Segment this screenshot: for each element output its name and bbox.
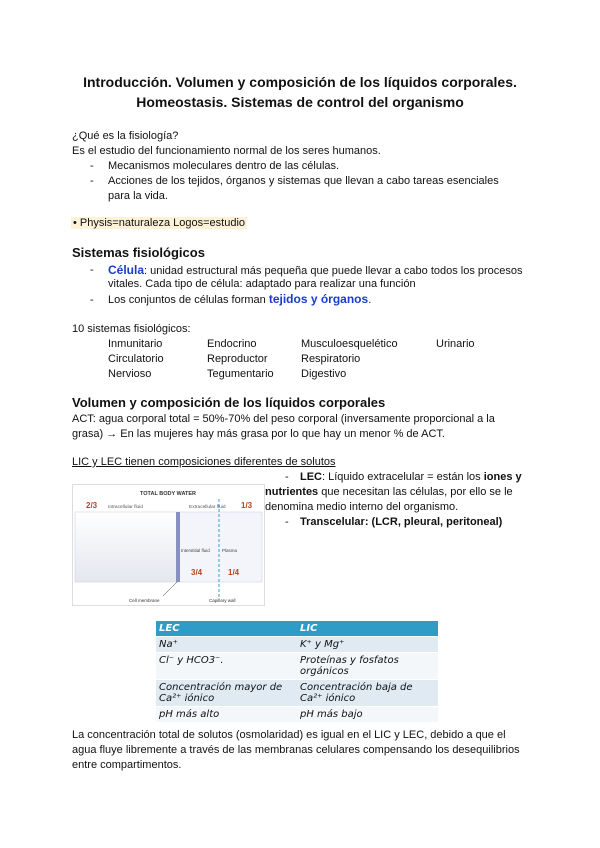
trans-def: : (LCR, pleural, peritoneal) [364, 516, 503, 528]
intro-bullet: Mecanismos moleculares dentro de las células. [108, 160, 340, 172]
section-heading-sistemas: Sistemas fisiológicos [72, 245, 205, 260]
intro-answer: Es el estudio del funcionamiento normal de los seres humanos. [72, 145, 381, 157]
ecf-label: Extracellular fluid [189, 505, 226, 510]
tissues-line [108, 292, 371, 306]
system-item: Inmunitario [108, 338, 163, 350]
interstitial-label: Interstitial fluid [181, 548, 210, 553]
cell-definition-continuation: vitales. Cada tipo de célula: adaptado para realizar una función [108, 278, 416, 290]
table-row [156, 653, 438, 680]
table-row [156, 680, 438, 707]
trans-term: Transcelular [300, 516, 365, 528]
lec-bold2: nutrientes [265, 486, 319, 498]
table-cell: Na⁺ [156, 637, 297, 653]
table-row [156, 707, 438, 723]
ecf-fraction: 1/3 [241, 501, 253, 510]
interstitial-fraction: 3/4 [191, 568, 203, 577]
bullet-dash: - [285, 516, 289, 528]
intro-bullet: Acciones de los tejidos, órganos y sistemas que llevan a cabo tareas esenciales [108, 175, 499, 187]
system-item: Nervioso [108, 368, 152, 380]
section-heading-volumen: Volumen y composición de los líquidos corporales [72, 395, 386, 410]
table-header-lic: LIC [297, 621, 438, 637]
table-cell: pH más bajo [297, 707, 438, 723]
table-cell: Cl⁻ y HCO3⁻. [156, 653, 297, 680]
etymology-note: • Physis=naturaleza Logos=estudio [73, 217, 246, 229]
lic-lec-heading: LIC y LEC tienen composiciones diferentes de solutos [72, 456, 336, 468]
cell-def-text: : unidad estructural más pequeña que puede llevar a cabo todos los procesos [144, 265, 523, 277]
system-item: Tegumentario [207, 368, 274, 380]
plasma-fraction: 1/4 [228, 568, 240, 577]
intro-bullet-continuation: para la vida. [108, 190, 168, 202]
systems-count-label: 10 sistemas fisiológicos: [72, 323, 191, 335]
lec-def1: : Líquido extracelular = están los [322, 471, 484, 483]
table-cell: pH más alto [156, 707, 297, 723]
bullet-dash: - [285, 471, 289, 483]
bullet-dash: - [90, 294, 94, 306]
tissues-post: . [368, 294, 372, 306]
cell-term: Célula [108, 263, 145, 277]
figure-title: TOTAL BODY WATER [139, 491, 197, 497]
page-title-line-1: Introducción. Volumen y composición de los líquidos corporales. [83, 74, 517, 90]
system-item: Respiratorio [301, 353, 361, 365]
table-row [156, 637, 438, 653]
system-item: Reproductor [207, 353, 268, 365]
cell-membrane-pointer [163, 582, 177, 596]
tissues-term: tejidos y órganos [268, 292, 369, 306]
capillary-wall-label: Capillary wall [209, 598, 236, 603]
intro-question: ¿Qué es la fisiología? [72, 130, 179, 142]
conclusion-line-1: La concentración total de solutos (osmolaridad) es igual en el LIC y LEC, debido a que el [72, 729, 506, 741]
conclusion-line-3: entre compartimentos. [72, 759, 182, 771]
table-cell: K⁺ y Mg⁺ [297, 637, 438, 653]
lec-line-1 [300, 471, 522, 483]
ion-comparison-table [156, 621, 438, 722]
table-cell: Concentración baja de Ca²⁺ iónico [297, 680, 438, 707]
transcelular-line [300, 516, 502, 528]
act-line-1: ACT: agua corporal total = 50%-70% del peso corporal (inversamente proporcional a la [72, 413, 495, 425]
lec-def2: que necesitan las células, por ello se le [318, 486, 513, 498]
bullet-dash: - [90, 175, 94, 187]
plasma-label: Plasma [222, 548, 238, 553]
tissues-pre: Los conjuntos de células forman [108, 294, 269, 306]
cell-membrane-label: Cell membrane [129, 598, 160, 603]
lec-line-3: denomina medio interno del organismo. [265, 501, 459, 513]
cell-membrane-bar [176, 512, 180, 582]
system-item: Musculoesquelético [301, 338, 398, 350]
total-body-water-figure [72, 484, 265, 606]
system-item: Endocrino [207, 338, 257, 350]
table-cell: Concentración mayor de Ca²⁺ iónico [156, 680, 297, 707]
conclusion-line-2: agua fluye libremente a través de las membranas celulares compensando los desequilibrios [72, 744, 520, 756]
icf-fraction: 2/3 [86, 501, 98, 510]
lec-bold: iones y [483, 471, 522, 483]
cell-definition [108, 263, 523, 277]
bullet-dash: - [90, 264, 94, 276]
table-cell: Proteínas y fosfatos orgánicos [297, 653, 438, 680]
intracellular-compartment [75, 512, 178, 582]
bullet-dash: - [90, 160, 94, 172]
lec-term: LEC [300, 471, 322, 483]
lec-line-2 [265, 486, 513, 498]
table-header-lec: LEC [156, 621, 297, 637]
system-item: Urinario [436, 338, 475, 350]
page-title-line-2: Homeostasis. Sistemas de control del organismo [136, 94, 464, 110]
icf-label: Intracellular fluid [108, 505, 143, 510]
system-item: Circulatorio [108, 353, 164, 365]
act-line-2: grasa) → En las mujeres hay más grasa por lo que hay un menor % de ACT. [72, 428, 445, 440]
system-item: Digestivo [301, 368, 347, 380]
